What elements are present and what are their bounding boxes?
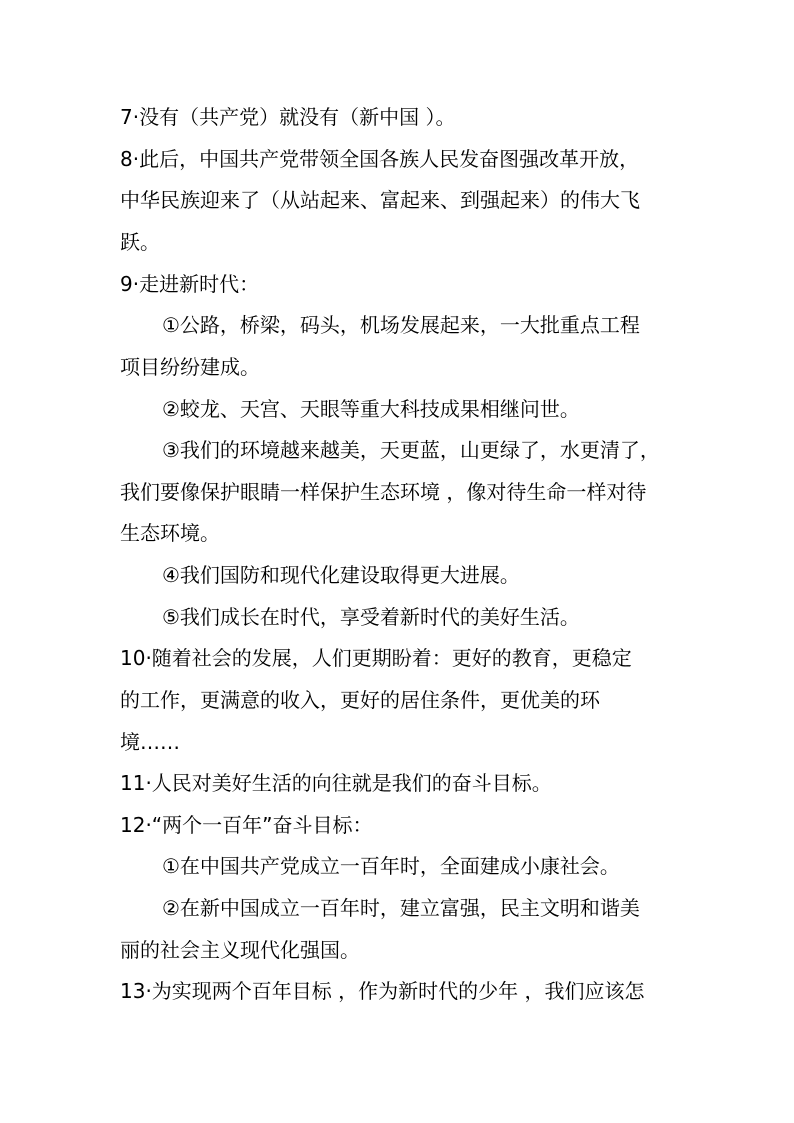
item-9-point-5: ⑤我们成长在时代，享受着新时代的美好生活。 [162,605,580,629]
item-12-point-2-line-2: 丽的社会主义现代化强国。 [120,938,360,962]
item-9-point-1-line-2: 项目纷纷建成。 [120,355,260,379]
item-13: 13·为实现两个百年目标 ，作为新时代的少年 ，我们应该怎 [120,979,645,1003]
item-9-point-1-line-1: ①公路，桥梁，码头，机场发展起来，一大批重点工程 [162,313,640,337]
item-12-point-2-line-1: ②在新中国成立一百年时，建立富强，民主文明和谐美 [162,896,640,920]
item-8-line-3: 跃。 [120,230,160,254]
item-9-point-3-line-3: 生态环境。 [120,521,220,545]
item-12-heading: 12·“两个一百年”奋斗目标： [120,813,373,837]
item-7: 7·没有（共产党）就没有（新中国 ）。 [120,105,456,129]
item-10-line-2: 的工作，更满意的收入，更好的居住条件，更优美的环 [120,688,600,712]
item-8-line-1: 8·此后，中国共产党带领全国各族人民发奋图强改革开放， [120,147,640,171]
item-11: 11·人民对美好生活的向往就是我们的奋斗目标。 [120,771,552,795]
item-9-heading: 9·走进新时代： [120,272,260,296]
item-10-line-1: 10·随着社会的发展，人们更期盼着：更好的教育，更稳定 [120,646,632,670]
item-9-point-2: ②蛟龙、天宫、天眼等重大科技成果相继问世。 [162,397,580,421]
item-9-point-3-line-1: ③我们的环境越来越美，天更蓝，山更绿了，水更清了， [162,438,660,462]
item-8-line-2: 中华民族迎来了（从站起来、富起来、到强起来）的伟大飞 [120,188,640,212]
item-9-point-3-line-2: 我们要像保护眼睛一样保护生态环境 ，像对待生命一样对待 [120,480,647,504]
item-12-point-1: ①在中国共产党成立一百年时，全面建成小康社会。 [162,854,620,878]
item-9-point-4: ④我们国防和现代化建设取得更大进展。 [162,563,520,587]
item-10-line-3: 境…… [120,730,180,754]
